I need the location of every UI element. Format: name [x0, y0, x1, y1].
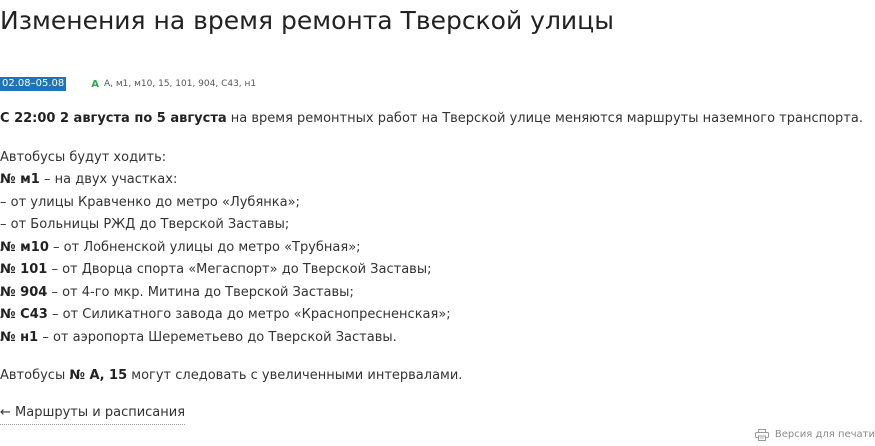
route-text: – от Дворца спорта «Мегаспорт» до Тверской Заставы;	[47, 262, 432, 277]
route-number: № н1	[0, 329, 39, 345]
route-101	[0, 259, 863, 282]
print-version-label: Версия для печати	[774, 429, 875, 440]
bus-type-badge: А	[91, 78, 100, 90]
date-range-badge: 02.08–05.08	[2, 78, 65, 89]
route-m1	[0, 169, 863, 192]
intervals-prefix: Автобусы	[0, 368, 70, 383]
intro-paragraph	[0, 108, 863, 131]
routes-schedules-link[interactable]: ← Маршруты и расписания	[0, 402, 185, 425]
intervals-text: могут следовать с увеличенными интервалами.	[127, 368, 463, 383]
route-text: – от Силикатного завода до метро «Краснопресненская»;	[47, 307, 451, 322]
intro-date-range: С 22:00 2 августа по 5 августа	[0, 111, 227, 126]
route-number: № 904	[0, 284, 48, 300]
route-number: № С43	[0, 307, 48, 322]
route-m10	[0, 237, 863, 260]
affected-routes: А, м1, м10, 15, 101, 904, С43, н1	[104, 79, 257, 89]
route-text: – от аэропорта Шереметьево до Тверской Заставы.	[38, 329, 397, 345]
intervals-note	[0, 365, 863, 388]
route-text: – на двух участках:	[39, 172, 178, 187]
route-text: – от 4-го мкр. Митина до Тверской Заставы;	[47, 284, 354, 300]
route-meta	[0, 76, 256, 92]
route-n1	[0, 327, 863, 350]
printer-icon	[755, 429, 769, 441]
route-c43	[0, 304, 863, 327]
article-body	[0, 108, 863, 388]
route-number: № 101	[0, 262, 48, 277]
route-number: № м1	[0, 172, 40, 187]
page-title: Изменения на время ремонта Тверской улицы	[0, 6, 614, 35]
route-904	[0, 282, 863, 305]
route-number: № м10	[0, 239, 49, 255]
intervals-routes: № А, 15	[69, 368, 128, 383]
route-m1-part1: – от улицы Кравченко до метро «Лубянка»;	[0, 194, 300, 210]
route-text: – от Лобненской улицы до метро «Трубная»;	[48, 239, 361, 255]
print-version-link[interactable]	[755, 427, 875, 443]
buses-heading: Автобусы будут ходить:	[0, 149, 167, 165]
intro-text: на время ремонтных работ на Тверской улице меняются маршруты наземного транспорта.	[226, 111, 863, 126]
route-m1-part2: – от Больницы РЖД до Тверской Заставы;	[0, 217, 290, 232]
